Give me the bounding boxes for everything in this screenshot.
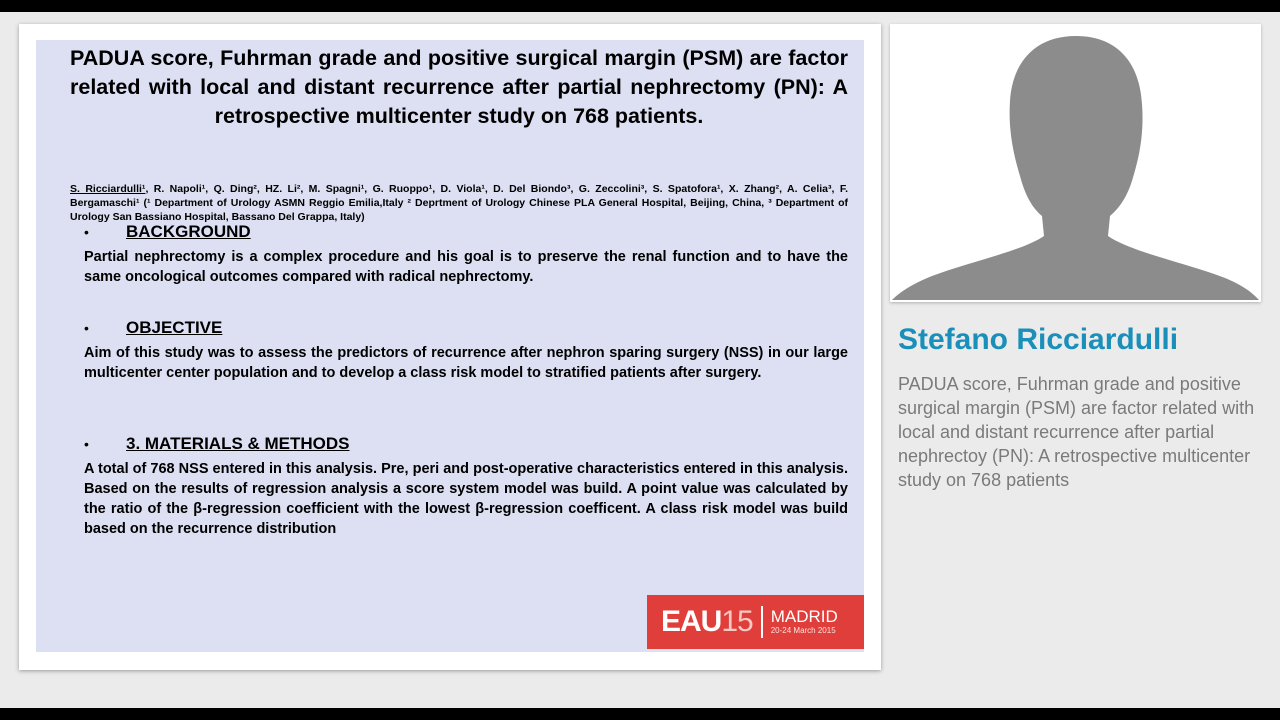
avatar-silhouette-graphic: [892, 26, 1259, 300]
section-body: Partial nephrectomy is a complex procedure and his goal is to preserve the renal function and to have the same oncological outcomes compared with radical nephrectomy.: [84, 249, 848, 285]
section-methods: [84, 434, 848, 539]
eau-madrid-logo: [647, 595, 864, 649]
logo-number: 15: [721, 605, 753, 638]
logo-divider: [761, 606, 763, 638]
player-stage: [0, 12, 1280, 708]
bullet-icon: •: [84, 436, 89, 452]
section-heading: BACKGROUND: [126, 222, 251, 241]
slide-authors: [70, 182, 848, 224]
lead-author: S. Ricciardulli¹: [70, 183, 146, 195]
person-silhouette-icon: [892, 26, 1259, 300]
logo-text: EAU: [661, 605, 722, 638]
slide-title: PADUA score, Fuhrman grade and positive surgical margin (PSM) are factor related with local and distant recurrence after partial nephrectomy (PN): A retrospective multicenter study on 768 patients.: [70, 46, 848, 128]
section-objective: [84, 318, 848, 383]
co-authors: , R. Napoli¹, Q. Ding², HZ. Li², M. Spagni¹, G. Ruoppo¹, D. Viola¹, D. Del Biondo³, G. Zeccolini³, S. Spatofora¹, X. Zhang², A. Celia³, F. Bergamaschi¹ (¹ Department of Urology ASMN Reggio Emilia,Italy ² Deprtment of Urology Chinese PLA General Hospital, Beijing, China, ³ Department of Urology San Bassiano Hospital, Bassano Del Grappa, Italy): [70, 183, 849, 223]
section-heading: OBJECTIVE: [126, 318, 223, 337]
speaker-name: Stefano Ricciardulli: [898, 323, 1179, 356]
section-background: [84, 222, 848, 287]
talk-title: PADUA score, Fuhrman grade and positive surgical margin (PSM) are factor related with local and distant recurrence after partial nephrectoy (PN): A retrospective multicenter study on 768 patients: [898, 374, 1255, 490]
section-heading: 3. MATERIALS & METHODS: [126, 434, 350, 453]
bullet-icon: •: [84, 320, 89, 336]
section-body: A total of 768 NSS entered in this analysis. Pre, peri and post-operative characteristics entered in this analysis. Based on the results of regression analysis a score system model was build. A point value was calculated by the ratio of the β-regression coefficient with the lowest β-regression coefficent. A class risk model was build based on the recurrence distribution: [84, 461, 848, 537]
logo-city: MADRID: [770, 607, 838, 626]
section-body: Aim of this study was to assess the predictors of recurrence after nephron sparing surgery (NSS) in our large multicenter center population and to develop a class risk model to stratified patients after surgery.: [84, 345, 848, 381]
speaker-avatar-card: [890, 24, 1261, 302]
slide: [36, 40, 864, 652]
slide-frame: [19, 24, 881, 670]
bullet-icon: •: [84, 224, 89, 240]
logo-dates: 20-24 March 2015: [770, 626, 836, 635]
